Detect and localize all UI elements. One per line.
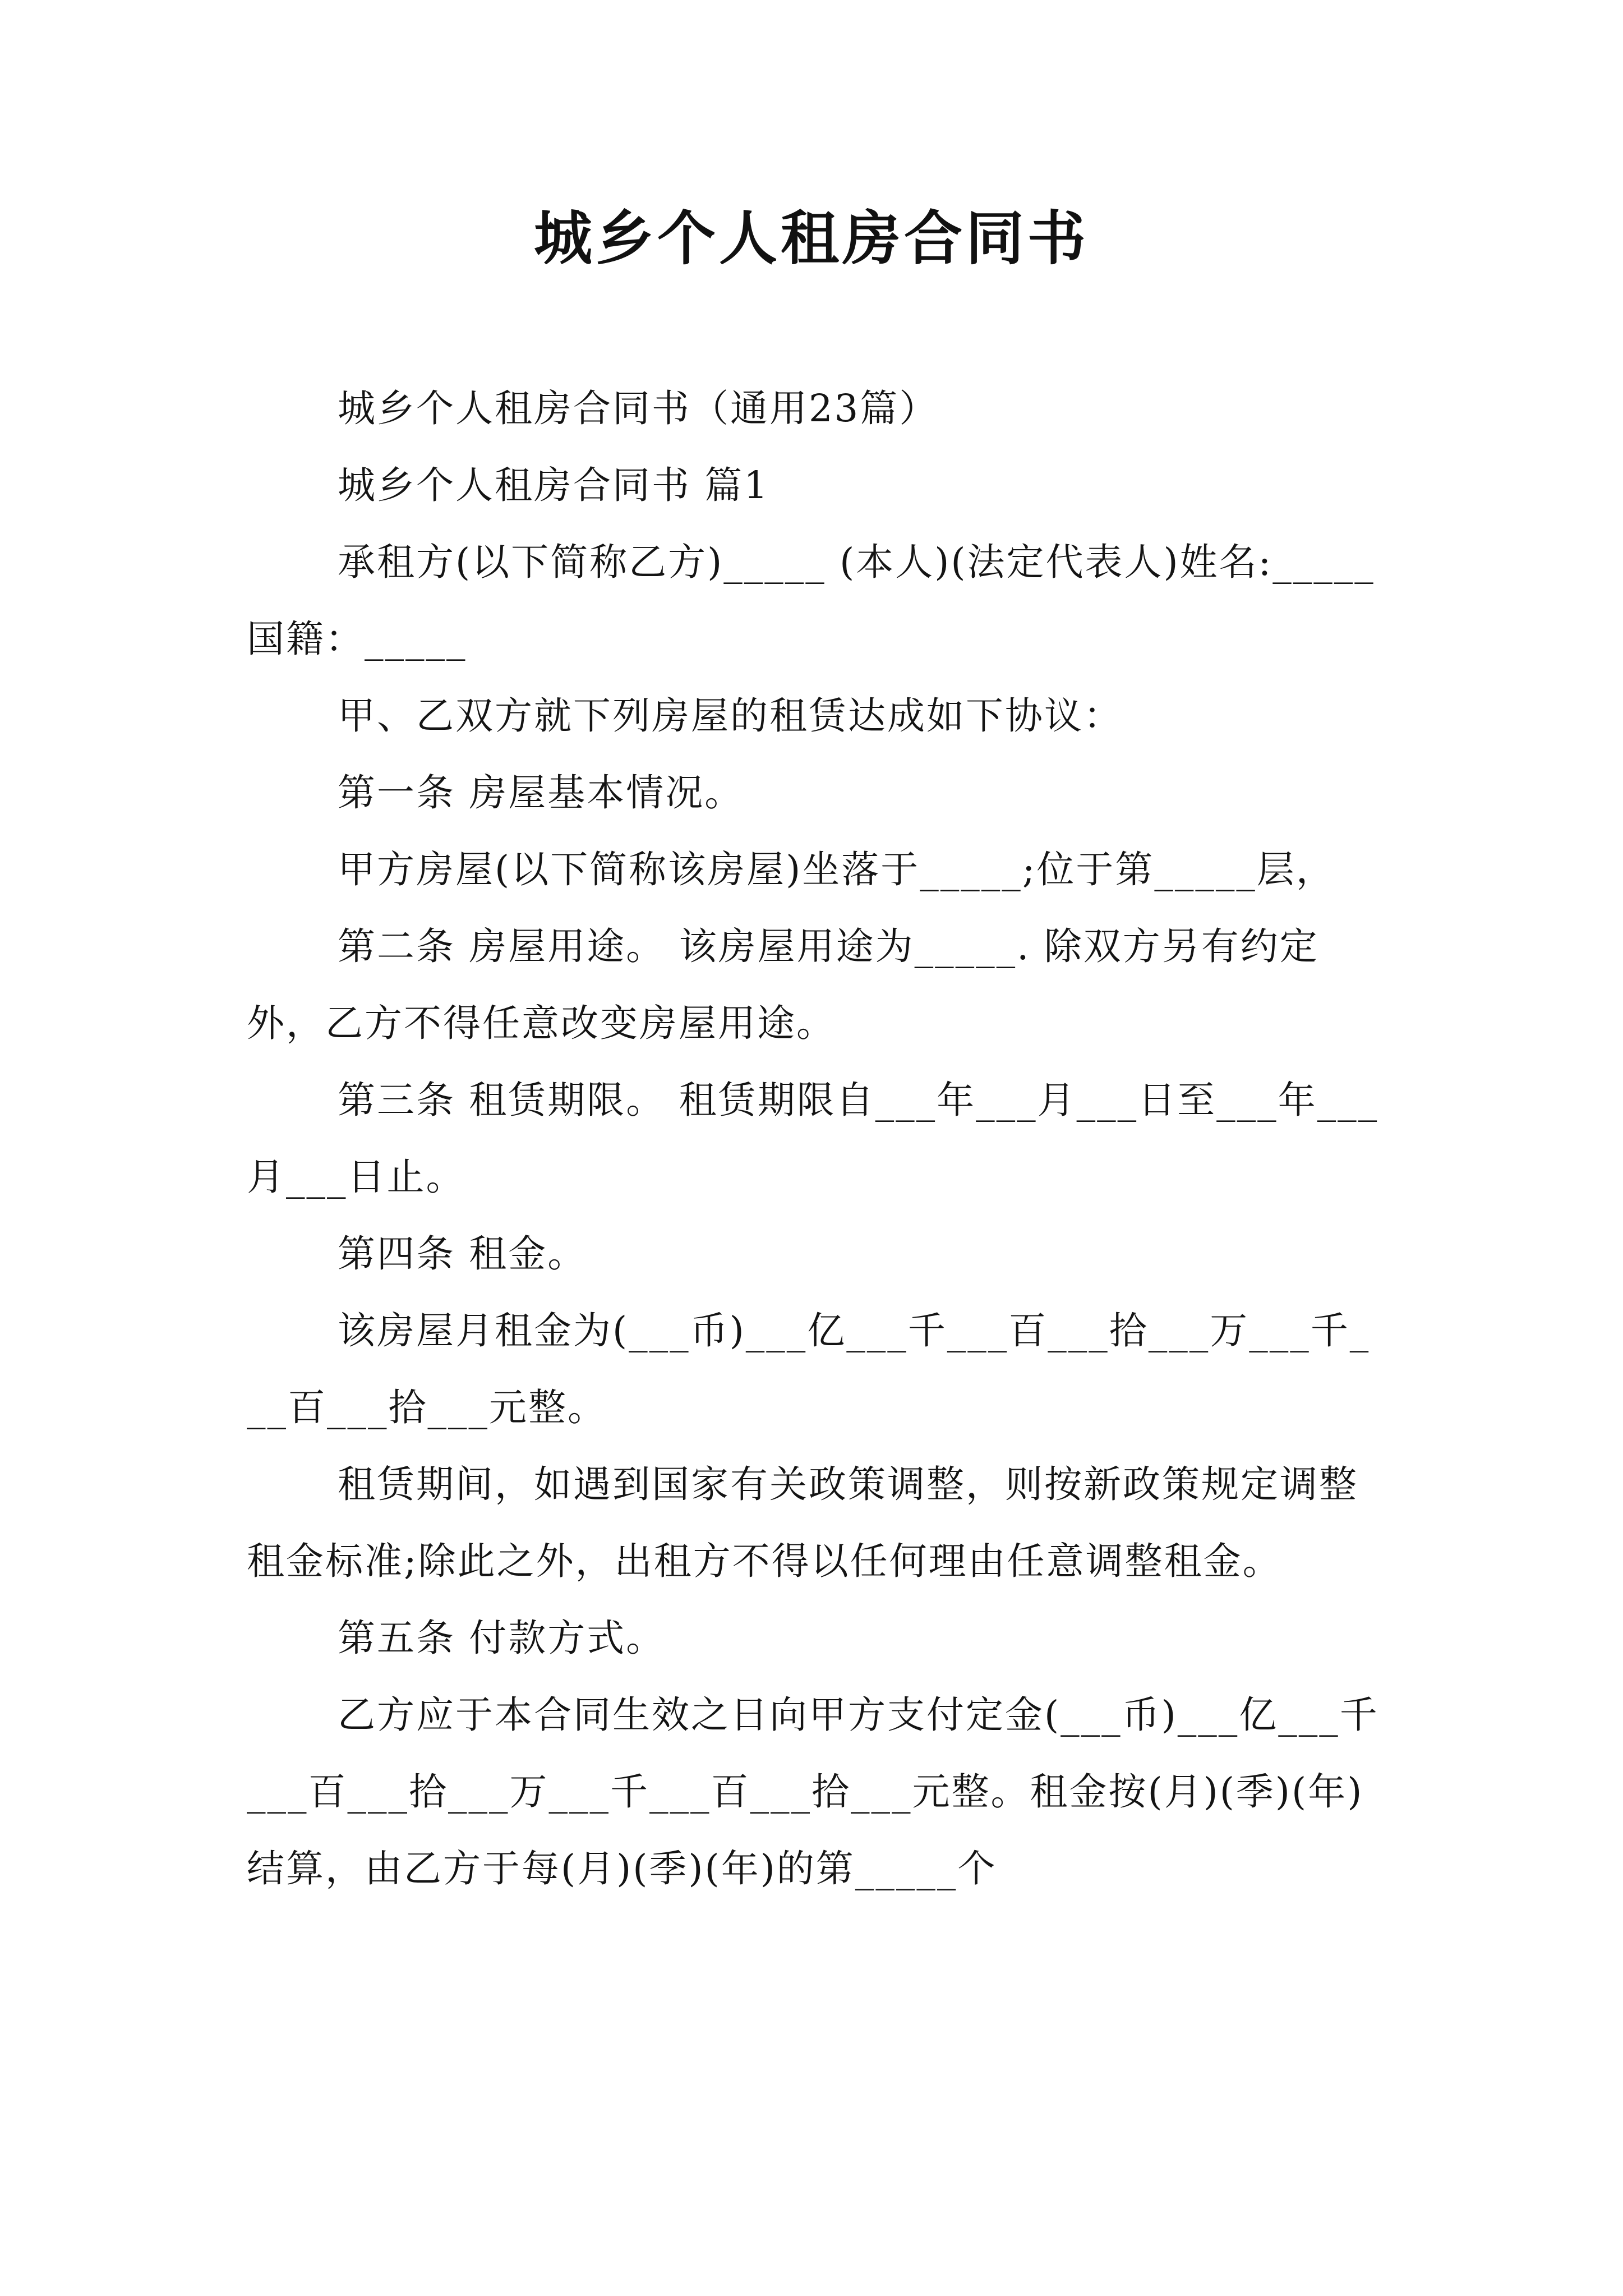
paragraph-article-2: 第二条 房屋用途。 该房屋用途为_____. 除双方另有约定外，乙方不得任意改变房屋用途。 bbox=[247, 924, 1319, 1045]
paragraph-article-4-heading: 第四条 租金。 bbox=[338, 1232, 587, 1276]
paragraph-article-4-rent: 该房屋月租金为(___币)___亿___千___百___拾___万___千___百___拾___元整。 bbox=[247, 1309, 1371, 1429]
paragraph-article-5-body: 乙方应于本合同生效之日向甲方支付定金(___币)___亿___千___百___拾___万___千___百___拾___元整。租金按(月)(季)(年)结算，由乙方于每(月)(季)(年)的第_____个 bbox=[247, 1693, 1379, 1890]
document-body bbox=[247, 370, 1385, 1907]
paragraph-article-5-heading: 第五条 付款方式。 bbox=[338, 1616, 666, 1660]
paragraph-section-heading: 城乡个人租房合同书 篇1 bbox=[338, 463, 769, 507]
paragraph-agreement-intro: 甲、乙双方就下列房屋的租赁达成如下协议： bbox=[338, 694, 1123, 738]
paragraph-subtitle: 城乡个人租房合同书（通用23篇） bbox=[338, 386, 939, 430]
paragraph-article-1-heading: 第一条 房屋基本情况。 bbox=[338, 771, 744, 815]
paragraph-article-4-adjustment: 租赁期间，如遇到国家有关政策调整，则按新政策规定调整租金标准;除此之外，出租方不得以任何理由任意调整租金。 bbox=[247, 1462, 1358, 1583]
document-title: 城乡个人租房合同书 bbox=[533, 204, 1089, 273]
paragraph-tenant-info: 承租方(以下简称乙方)_____ (本人)(法定代表人)姓名:_____国籍：_____ bbox=[247, 540, 1375, 661]
paragraph-article-1-body: 甲方房屋(以下简称该房屋)坐落于_____;位于第_____层， bbox=[338, 848, 1335, 891]
paragraph-article-3: 第三条 租赁期限。 租赁期限自___年___月___日至___年___月___日止。 bbox=[247, 1078, 1379, 1199]
